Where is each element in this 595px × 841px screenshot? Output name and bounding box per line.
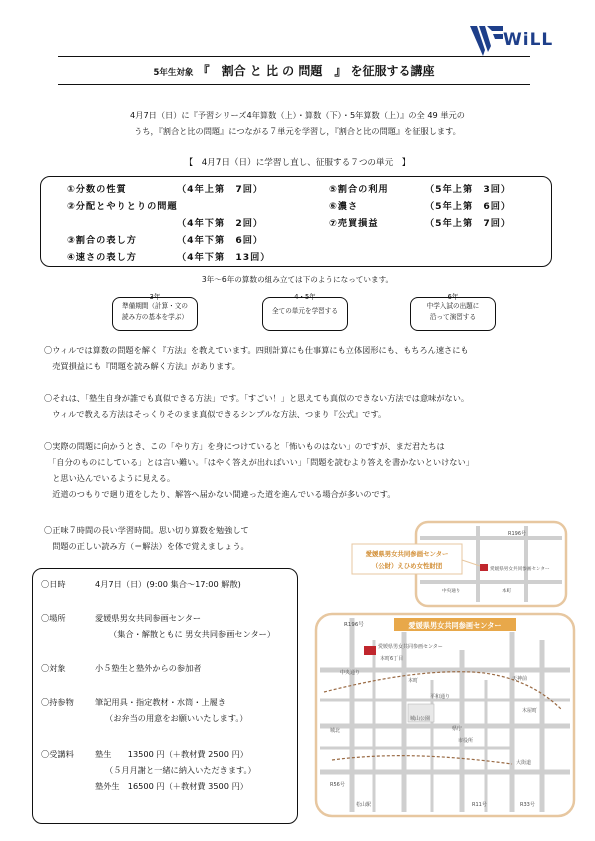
title-prefix: 5年生対象 (153, 68, 194, 78)
map-inset-honmachi: 本町 (502, 589, 512, 594)
fee-label: 〇受講料 (41, 749, 74, 759)
map-chuo-label: 中央通り (340, 670, 361, 676)
access-map-drawing (312, 520, 578, 820)
will-logo (470, 26, 576, 56)
items-value: 筆記用具・指定教材・水筒・上履き (95, 697, 227, 707)
unit-label: ④速さの表し方 (67, 252, 137, 263)
unit-grade: （4年上第 7回） (177, 184, 264, 195)
fee-member-note: （５月月謝と一緒に納入いただきます。） (105, 765, 256, 775)
unit-label: ③割合の表し方 (67, 235, 137, 246)
unit-item (67, 232, 264, 246)
page-title (58, 62, 530, 79)
map-callout-line-1: 愛媛県男女共同参画センター (365, 550, 449, 558)
map-r33-label: R33号 (520, 802, 535, 808)
place-value: 愛媛県男女共同参画センター (95, 613, 202, 623)
grade-box-text: 中学入試の出題に (426, 302, 480, 310)
paragraph-practice (44, 438, 474, 502)
grade-box-label: 4・5年 (294, 293, 316, 301)
grade-box-label: 3年 (149, 293, 161, 301)
paragraph-line: 近道のつもりで廻り道をしたり、解答へ届かない間違った道を進んでいる場合が多いのです。 (44, 489, 396, 499)
map-office-label: 県庁 (452, 726, 463, 732)
unit-grade: （4年下第 6回） (177, 235, 264, 246)
paragraph-formula (44, 390, 469, 422)
unit-item (67, 249, 271, 263)
paragraph-study-time (44, 522, 249, 554)
map-inset-route: R196号 (508, 531, 527, 537)
map-callout-line-2: （公財）えひめ女性財団 (371, 562, 443, 570)
unit-label: ⑦売買損益 (329, 218, 379, 229)
unit-label: ②分配とやりとりの問題 (67, 201, 178, 212)
fee-outside: 塾外生 16500 円（＋教材費 3500 円） (95, 781, 248, 791)
event-info-box (32, 568, 298, 824)
place-note: （集合・解散ともに 男女共同参画センター） (109, 629, 276, 639)
map-inset-center: 愛媛県男女共同参画センター (490, 567, 550, 572)
paragraph-line: 〇ウィルでは算数の問題を解く『方法』を教えています。四則計算にも仕事算にも立体図形にも、もちろん速さにも (44, 345, 469, 355)
map-banner-label: 愛媛県男女共同参画センター (408, 621, 502, 630)
title-rule-top (58, 56, 530, 57)
map-honmachi-label: 本町6丁目 (380, 656, 404, 662)
title-rule-bottom (58, 84, 530, 85)
map-roads (320, 618, 570, 812)
will-logo-mark (470, 26, 504, 56)
map-destination-marker (364, 646, 376, 655)
unit-label: ⑥濃さ (329, 201, 359, 212)
unit-grade: （4年下第 2回） (177, 218, 264, 229)
title-main: 『 割合 と 比 の 問題 』 を征服する講座 (197, 64, 435, 78)
map-honmachi-stop: 本町 (408, 678, 419, 684)
fee-member: 塾生 13500 円（＋教材費 2500 円） (95, 749, 248, 759)
units-heading: 【 4月7日（日）に学習し直し、征服する７つの単元 】 (184, 158, 411, 168)
map-frame (316, 614, 574, 816)
map-r56-label: R56号 (330, 782, 345, 788)
grade-box-4-5 (262, 293, 348, 331)
grade-box-text: 全ての単元を学習する (272, 307, 338, 315)
map-inset-chuo: 中央通り (442, 589, 461, 594)
unit-grade: （4年下第 13回） (177, 252, 271, 263)
items-label: 〇持参物 (41, 697, 74, 707)
grade-box-text: 沿って演習する (429, 313, 477, 321)
paragraph-line: 「自分のものにしている」とは言い難い。「はやく答えが出ればいい」「問題を読むより答えを書かないといけない」 (44, 457, 474, 467)
grade-box-3 (112, 293, 198, 331)
map-okaido-label: 大街道 (516, 760, 532, 766)
map-city-label: 市役所 (458, 738, 474, 744)
unit-item (329, 181, 512, 195)
map-jonan-label: 城北 (330, 728, 341, 734)
unit-item (67, 181, 264, 195)
map-center-label: 愛媛県男女共同参画センター (378, 644, 443, 650)
paragraph-line: 〇実際の問題に向かうとき、この「やり方」を身につけていると「怖いものはない」のですが、まだ君たちは (44, 441, 445, 451)
map-tenjin-label: 天神前 (512, 676, 528, 682)
structure-note: 3年～6年の算数の組み立ては下のようになっています。 (201, 275, 394, 284)
unit-label: ①分数の性質 (67, 184, 127, 195)
map-heiwa-label: 平和通り (430, 694, 451, 700)
date-value: 4月7日（日）(9:00 集合～17:00 解散) (95, 579, 241, 589)
paragraph-line: 〇それは、「塾生自身が誰でも真似できる方法」です。「すごい！」と思えても真似のできない方法では意味がない。 (44, 393, 470, 403)
units-box (40, 176, 552, 267)
paragraph-line: ウィルで教える方法はそっくりそのまま真似できるシンプルな方法、つまり『公式』です。 (44, 409, 387, 419)
paragraph-line: 売買損益にも『問題を読み解く方法』があります。 (44, 361, 240, 371)
grade-box-text: 読み方の基本を学ぶ） (122, 313, 188, 321)
paragraph-line: 問題の正しい読み方（＝解法）を体で覚えましょう。 (44, 541, 249, 551)
unit-grade: （5年上第 3回） (425, 184, 512, 195)
map-station-label: 松山駅 (356, 802, 372, 808)
date-label: 〇日時 (41, 579, 66, 589)
map-kiyomachi-label: 木屋町 (522, 708, 538, 714)
items-note: （お弁当の用意をお願いいたします。） (105, 713, 248, 723)
map-route-label: R196号 (344, 622, 364, 628)
target-label: 〇対象 (41, 663, 66, 673)
unit-item (329, 198, 512, 212)
will-logo-text: WiLL (503, 30, 554, 50)
unit-item (177, 215, 263, 229)
paragraph-method (44, 342, 469, 374)
unit-grade: （5年上第 6回） (425, 201, 512, 212)
paragraph-line: 〇正味７時間の長い学習時間。思い切り算数を勉強して (44, 525, 249, 535)
map-castle-label: 城山公園 (410, 716, 431, 722)
grade-box-text: 準備期間（計算・文の (122, 302, 188, 310)
map-inset-marker (480, 564, 488, 571)
grade-box-label: 6年 (447, 293, 459, 301)
paragraph-line: と思い込んでいるように見える。 (44, 473, 176, 483)
unit-grade: （5年上第 7回） (425, 218, 512, 229)
intro-line-1: 4月7日（日）に『予習シリーズ4年算数（上）・算数（下）・5年算数（上）』の全 49 単元の (130, 110, 465, 120)
unit-item (67, 198, 178, 212)
grade-box-6 (410, 293, 496, 331)
target-value: 小５塾生と塾外からの参加者 (95, 663, 202, 673)
access-map (312, 520, 578, 820)
intro-line-2: うち，『割合と比の問題』につながる７単元を学習し，『割合と比の問題』を征服します。 (134, 126, 461, 136)
unit-label: ⑤割合の利用 (329, 184, 389, 195)
map-r11-label: R11号 (472, 802, 487, 808)
unit-item (329, 215, 512, 229)
place-label: 〇場所 (41, 613, 66, 623)
